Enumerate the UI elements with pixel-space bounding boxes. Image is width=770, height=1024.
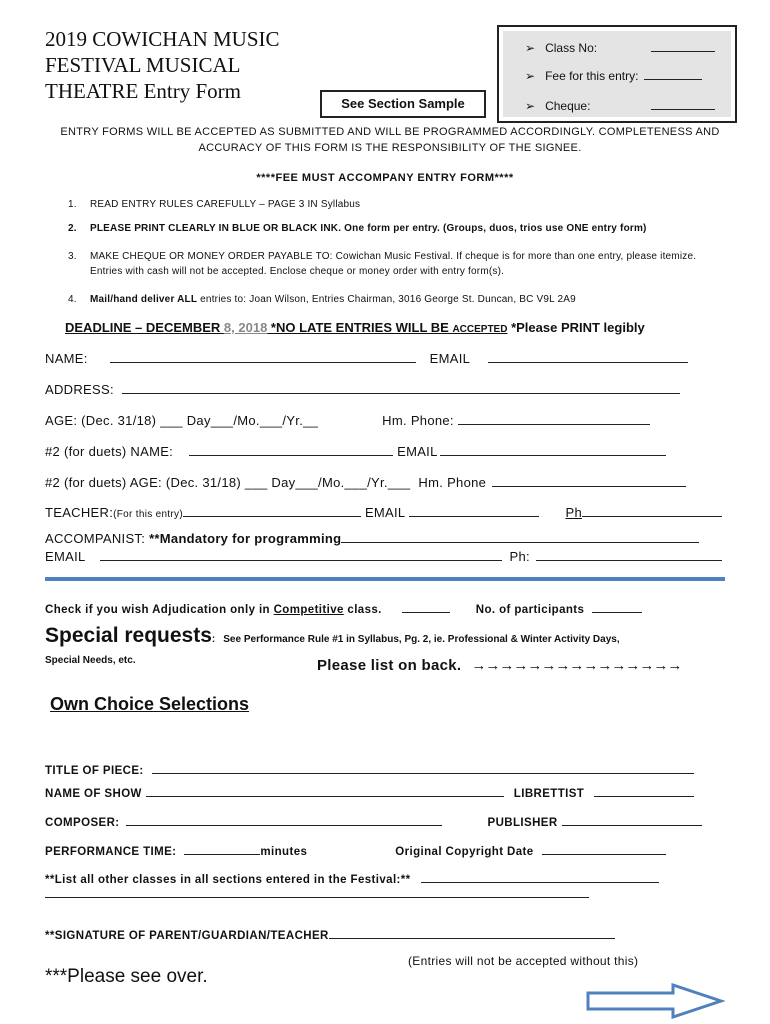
publisher-input[interactable] bbox=[562, 813, 702, 826]
own-choice-heading: Own Choice Selections bbox=[50, 694, 250, 714]
hm-phone-input[interactable] bbox=[458, 412, 650, 425]
duet-name-label: #2 (for duets) NAME: bbox=[45, 444, 174, 459]
please-see-over: ***Please see over. bbox=[45, 966, 208, 987]
rule-3-line-2: Entries with cash will not be accepted. Enclose cheque or money order with entry form(s). bbox=[90, 266, 505, 277]
title-line-1: 2019 COWICHAN MUSIC bbox=[45, 27, 280, 51]
form-title bbox=[45, 26, 325, 104]
accompanist-ph-input[interactable] bbox=[536, 548, 722, 561]
cheque-row bbox=[525, 97, 715, 113]
special-requests-line-2: Special Needs, etc. bbox=[45, 655, 136, 666]
duet-age-row bbox=[45, 474, 686, 490]
fee-notice: ****FEE MUST ACCOMPANY ENTRY FORM**** bbox=[256, 172, 514, 184]
teacher-ph-label: Ph bbox=[565, 505, 582, 520]
signature-input[interactable] bbox=[329, 926, 615, 939]
teacher-input[interactable] bbox=[183, 504, 361, 517]
copyright-label: Original Copyright Date bbox=[395, 846, 534, 858]
deadline-line: DEADLINE – DECEMBER 8, 2018 *NO LATE ENTRIES WILL BE ACCEPTED *Please PRINT legibly bbox=[65, 320, 645, 335]
submission-notice: ENTRY FORMS WILL BE ACCEPTED AS SUBMITTED AND WILL BE PROGRAMMED ACCORDINGLY. COMPLETENESS AND ACCURACY OF THIS FORM IS THE RESPONSIBILITY OF THE SIGNEE. bbox=[60, 126, 720, 154]
office-use-box bbox=[497, 25, 737, 123]
teacher-row bbox=[45, 504, 722, 520]
participants-label: No. of participants bbox=[475, 604, 585, 616]
list-classes-input[interactable] bbox=[421, 870, 659, 883]
age-label: AGE: (Dec. 31/18) ___ Day___/Mo.___/Yr.__ bbox=[45, 413, 319, 428]
composer-row: COMPOSER: PUBLISHER bbox=[45, 813, 702, 829]
accompanist-input[interactable] bbox=[341, 530, 699, 543]
accompanist-label: ACCOMPANIST: bbox=[45, 531, 150, 546]
adjudication-checkbox-line[interactable] bbox=[402, 600, 450, 613]
address-input[interactable] bbox=[122, 381, 680, 394]
signature-row: **SIGNATURE OF PARENT/GUARDIAN/TEACHER bbox=[45, 926, 615, 942]
performance-time-input[interactable] bbox=[184, 842, 260, 855]
name-row bbox=[45, 350, 688, 366]
see-section-sample-box: See Section Sample bbox=[320, 90, 486, 118]
list-classes-input-2[interactable] bbox=[45, 897, 589, 898]
bullet-icon: ➢ bbox=[525, 99, 536, 113]
teacher-label: TEACHER: bbox=[45, 505, 114, 520]
duet-email-input[interactable] bbox=[440, 443, 666, 456]
rule-3: 3. MAKE CHEQUE OR MONEY ORDER PAYABLE TO: Cowichan Music Festival. If cheque is for more than one entry, please itemize. bbox=[68, 251, 697, 262]
class-no-row bbox=[525, 39, 715, 55]
age-row bbox=[45, 412, 650, 428]
title-line-3: THEATRE Entry Form bbox=[45, 79, 241, 103]
name-of-show-row: NAME OF SHOW LIBRETTIST bbox=[45, 784, 694, 800]
duet-email-label: EMAIL bbox=[397, 444, 438, 459]
class-no-input[interactable] bbox=[651, 39, 715, 52]
class-no-label: Class No: bbox=[545, 41, 598, 55]
hm-phone-label: Hm. Phone: bbox=[382, 413, 454, 428]
duet-phone-label: Hm. Phone bbox=[418, 475, 487, 490]
duet-name-input[interactable] bbox=[189, 443, 393, 456]
bullet-icon: ➢ bbox=[525, 69, 536, 83]
title-of-piece-row: TITLE OF PIECE: bbox=[45, 761, 694, 777]
rule-2: 2. PLEASE PRINT CLEARLY IN BLUE OR BLACK INK. One form per entry. (Groups, duos, trios use ONE entry form) bbox=[68, 223, 647, 234]
accompanist-row bbox=[45, 530, 699, 546]
email-input[interactable] bbox=[488, 350, 688, 363]
accompanist-email-label: EMAIL bbox=[45, 549, 86, 564]
signature-note: (Entries will not be accepted without this) bbox=[408, 954, 639, 968]
bullet-icon: ➢ bbox=[525, 41, 536, 55]
duet-age-label: #2 (for duets) AGE: (Dec. 31/18) ___ Day___/Mo.___/Yr.___ bbox=[45, 475, 411, 490]
cheque-input[interactable] bbox=[651, 97, 715, 110]
performance-time-row: PERFORMANCE TIME: minutes Original Copyright Date bbox=[45, 842, 666, 858]
publisher-label: PUBLISHER bbox=[487, 817, 558, 829]
teacher-note: (For this entry) bbox=[113, 509, 183, 520]
accompanist-email-row bbox=[45, 548, 722, 564]
librettist-input[interactable] bbox=[594, 784, 694, 797]
teacher-email-input[interactable] bbox=[409, 504, 539, 517]
rule-4: 4. Mail/hand deliver ALL entries to: Joan Wilson, Entries Chairman, 3016 George St. Duncan, BC V9L 2A9 bbox=[68, 294, 576, 305]
arrows-icon: →→→→→→→→→→→→→→→ bbox=[471, 657, 682, 674]
title-line-2: FESTIVAL MUSICAL bbox=[45, 53, 241, 77]
right-arrow-icon bbox=[585, 983, 725, 1019]
cheque-label: Cheque: bbox=[545, 99, 591, 113]
rule-1: 1. READ ENTRY RULES CAREFULLY – PAGE 3 IN Syllabus bbox=[68, 199, 361, 210]
special-requests-title: Special requests bbox=[45, 624, 212, 647]
fee-row bbox=[525, 67, 702, 83]
list-on-back: Please list on back. →→→→→→→→→→→→→→→ bbox=[317, 657, 682, 674]
accompanist-ph-label: Ph: bbox=[509, 549, 530, 564]
participants-input[interactable] bbox=[592, 600, 642, 613]
librettist-label: LIBRETTIST bbox=[513, 788, 585, 800]
copyright-input[interactable] bbox=[542, 842, 666, 855]
address-row bbox=[45, 381, 680, 397]
fee-label: Fee for this entry: bbox=[545, 69, 639, 83]
adjudication-row: Check if you wish Adjudication only in Competitive class. No. of participants bbox=[45, 600, 642, 616]
list-classes-row: **List all other classes in all sections entered in the Festival:** bbox=[45, 870, 659, 886]
teacher-ph-input[interactable] bbox=[582, 504, 722, 517]
name-label: NAME: bbox=[45, 351, 88, 366]
special-requests: Special requests: See Performance Rule #1 in Syllabus, Pg. 2, ie. Professional & Winter Activity Days, bbox=[45, 624, 620, 647]
accompanist-note: **Mandatory for programming bbox=[149, 531, 342, 546]
duet-name-row bbox=[45, 443, 666, 459]
section-divider bbox=[45, 577, 725, 581]
teacher-email-label: EMAIL bbox=[364, 505, 406, 520]
name-of-show-input[interactable] bbox=[146, 784, 504, 797]
fee-input[interactable] bbox=[644, 67, 702, 80]
title-of-piece-input[interactable] bbox=[152, 761, 694, 774]
accompanist-email-input[interactable] bbox=[100, 548, 502, 561]
name-input[interactable] bbox=[110, 350, 416, 363]
address-label: ADDRESS: bbox=[45, 382, 114, 397]
email-label: EMAIL bbox=[429, 351, 471, 366]
composer-input[interactable] bbox=[126, 813, 442, 826]
duet-phone-input[interactable] bbox=[492, 474, 686, 487]
